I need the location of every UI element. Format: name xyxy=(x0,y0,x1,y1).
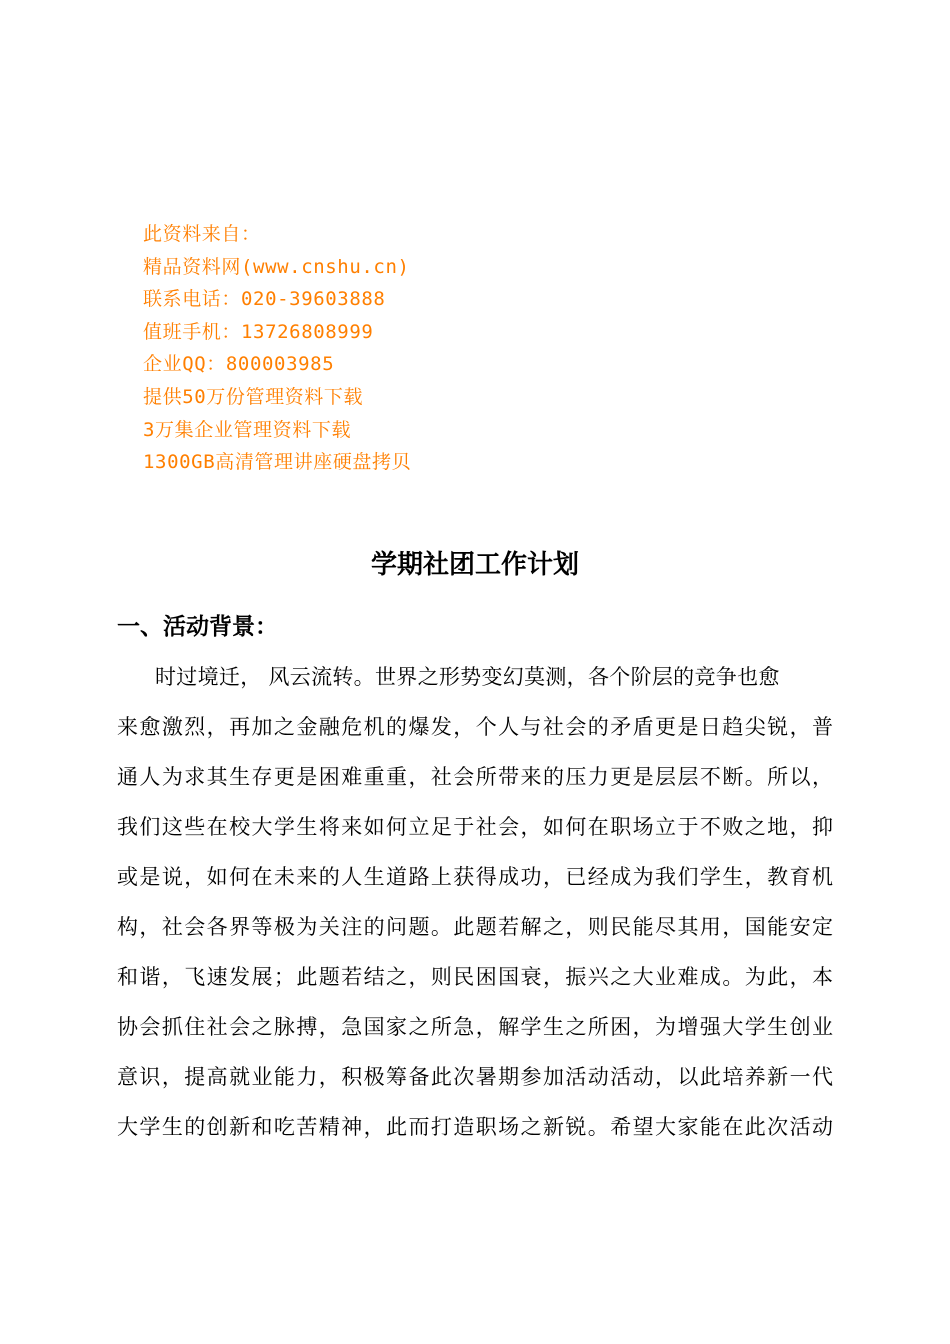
paragraph-line: 意识，提高就业能力，积极筹备此次暑期参加活动活动，以此培养新一代 xyxy=(117,1065,833,1089)
paragraph-line: 协会抓住社会之脉搏，急国家之所急，解学生之所困，为增强大学生创业 xyxy=(117,1015,833,1039)
paragraph-line: 构，社会各界等极为关注的问题。此题若解之，则民能尽其用，国能安定 xyxy=(117,915,833,939)
source-line-qq: 企业QQ：800003985 xyxy=(143,353,335,376)
paragraph-line: 来愈激烈，再加之金融危机的爆发，个人与社会的矛盾更是日趋尖锐，普 xyxy=(117,715,833,739)
source-line-offer-3: 1300GB高清管理讲座硬盘拷贝 xyxy=(143,451,412,474)
section-paragraph-background xyxy=(117,652,833,1152)
paragraph-line: 通人为求其生存更是困难重重，社会所带来的压力更是层层不断。所以， xyxy=(117,765,833,789)
source-line-website: 精品资料网(www.cnshu.cn) xyxy=(143,255,410,278)
source-line-mobile: 值班手机：13726808999 xyxy=(143,320,374,343)
paragraph-line: 和谐，飞速发展；此题若结之，则民困国衰，振兴之大业难成。为此，本 xyxy=(117,965,833,989)
source-line-header: 此资料来自： xyxy=(143,223,261,245)
source-info-block xyxy=(143,218,643,479)
document-title: 学期社团工作计划 xyxy=(370,550,579,580)
section-heading-background: 一、活动背景： xyxy=(117,614,278,640)
source-line-offer-2: 3万集企业管理资料下载 xyxy=(143,418,352,441)
paragraph-line: 时过境迁， 风云流转。世界之形势变幻莫测，各个阶层的竞争也愈 xyxy=(155,665,780,689)
paragraph-line: 我们这些在校大学生将来如何立足于社会，如何在职场立于不败之地，抑 xyxy=(117,815,833,839)
paragraph-line: 大学生的创新和吃苦精神，此而打造职场之新锐。希望大家能在此次活动 xyxy=(117,1115,833,1139)
source-line-offer-1: 提供50万份管理资料下载 xyxy=(143,385,364,408)
paragraph-line: 或是说，如何在未来的人生道路上获得成功，已经成为我们学生，教育机 xyxy=(117,865,833,889)
source-line-phone: 联系电话：020-39603888 xyxy=(143,288,386,311)
